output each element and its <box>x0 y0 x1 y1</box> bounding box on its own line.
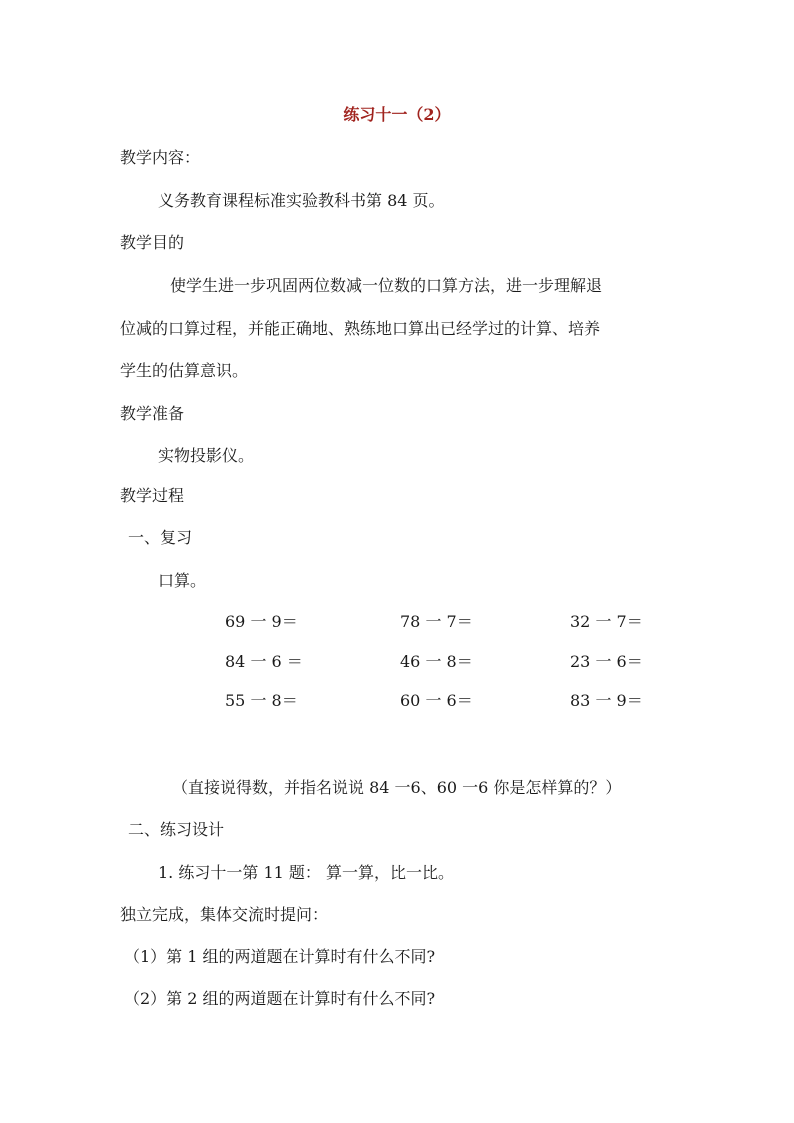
exercise-item: 78 一 7＝ <box>400 612 473 631</box>
exercise-item: 32 一 7＝ <box>570 612 643 631</box>
content-text: 义务教育课程标准实验教科书第 84 页。 <box>158 191 445 210</box>
exercise-item: 23 一 6＝ <box>570 652 643 671</box>
process-heading: 教学过程 <box>120 486 185 505</box>
goal-line-1: 使学生进一步巩固两位数减一位数的口算方法，进一步理解退 <box>170 276 603 295</box>
page-title: 练习十一（2） <box>343 105 451 124</box>
review-heading: 一、复习 <box>128 528 193 547</box>
oral-label: 口算。 <box>158 571 207 590</box>
exercise-item: 55 一 8＝ <box>225 691 298 710</box>
exercise-item: 60 一 6＝ <box>400 691 473 710</box>
exercise-item: 69 一 9＝ <box>225 612 298 631</box>
independent-text: 独立完成，集体交流时提问： <box>120 905 329 924</box>
goal-heading: 教学目的 <box>120 233 185 252</box>
exercise-item: 84 一 6 ＝ <box>225 652 303 671</box>
exercise-item: 46 一 8＝ <box>400 652 473 671</box>
question-2: （2）第 2 组的两道题在计算时有什么不同? <box>124 989 436 1008</box>
goal-line-3: 学生的估算意识。 <box>120 361 249 380</box>
content-heading: 教学内容： <box>120 148 201 167</box>
practice-item: 1. 练习十一第 11 题： 算一算，比一比。 <box>158 863 454 882</box>
instruction-note: （直接说得数，并指名说说 84 一6、60 一6 你是怎样算的？） <box>172 778 622 797</box>
prep-text: 实物投影仪。 <box>158 446 255 465</box>
prep-heading: 教学准备 <box>120 404 185 423</box>
goal-line-2: 位减的口算过程，并能正确地、熟练地口算出已经学过的计算、培养 <box>120 319 601 338</box>
exercise-item: 83 一 9＝ <box>570 691 643 710</box>
question-1: （1）第 1 组的两道题在计算时有什么不同? <box>124 947 436 966</box>
practice-heading: 二、练习设计 <box>128 820 225 839</box>
